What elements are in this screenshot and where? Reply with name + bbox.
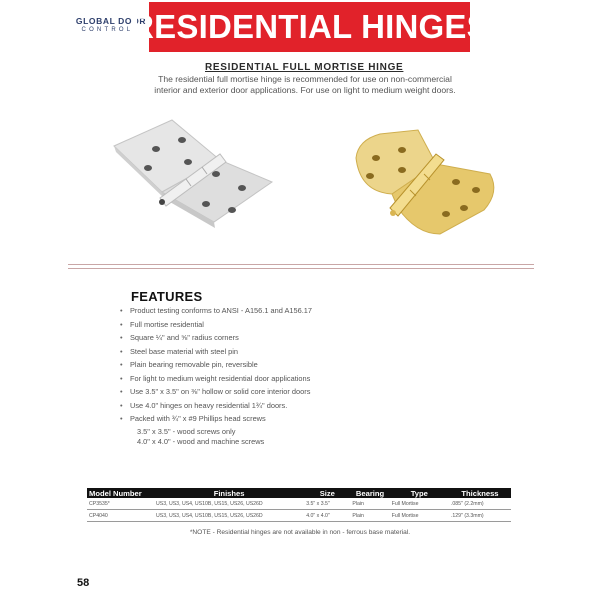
- feature-item: • Product testing conforms to ANSI - A156.1 and A156.17: [120, 304, 312, 318]
- footnote: *NOTE - Residential hinges are not available in non - ferrous base material.: [189, 529, 411, 536]
- feature-item: • Full mortise residential: [120, 318, 312, 332]
- table-row: [87, 510, 511, 522]
- table-cell: Full Mortise: [390, 510, 449, 522]
- screw-detail-item: 3.5" x 3.5" - wood screws only: [137, 427, 236, 436]
- column-header: Bearing: [350, 488, 389, 498]
- page-title: RESIDENTIAL HINGES: [130, 8, 489, 45]
- title-banner: [130, 2, 489, 52]
- column-header: Model Number: [87, 488, 154, 498]
- radius-hinge-image: [340, 128, 510, 243]
- specifications-table: [87, 488, 511, 522]
- table-cell: 4.0" x 4.0": [304, 510, 350, 522]
- screw-details: [137, 427, 264, 447]
- table-row: [87, 498, 511, 510]
- screw-detail-item: 4.0" x 4.0" - wood and machine screws: [137, 437, 265, 446]
- table-cell: CP4040: [87, 510, 154, 522]
- table-cell: US3, US3, US4, US10B, US15, US26, US26D: [154, 510, 304, 522]
- section-subtitle: RESIDENTIAL FULL MORTISE HINGE: [205, 62, 404, 73]
- column-header: Type: [390, 488, 449, 498]
- column-header: Finishes: [154, 488, 304, 498]
- divider-line-bottom: [68, 268, 534, 269]
- table-cell: US3, US3, US4, US10B, US15, US26, US26D: [154, 498, 304, 510]
- logo-brand-name: GLOBAL DOOR: [75, 16, 147, 26]
- table-header-row: [87, 488, 511, 498]
- feature-item: • Steel base material with steel pin: [120, 345, 312, 359]
- features-list: [120, 304, 312, 426]
- square-hinge-illustration: [102, 118, 282, 236]
- logo-tagline: CONTROLS: [81, 27, 141, 33]
- column-header: Size: [304, 488, 350, 498]
- table-cell: .129" (3.3mm): [449, 510, 511, 522]
- feature-item: • Use 4.0" hinges on heavy residential 1¾" doors.: [120, 399, 312, 413]
- square-hinge-image: [102, 118, 282, 241]
- table-cell: .085" (2.2mm): [449, 498, 511, 510]
- feature-item: • Plain bearing removable pin, reversible: [120, 358, 312, 372]
- feature-item: • Use 3.5" x 3.5" on ⅜" hollow or solid core interior doors: [120, 385, 312, 399]
- page-number: 58: [77, 577, 90, 589]
- divider-line-top: [68, 264, 534, 265]
- feature-item: • For light to medium weight residential door applications: [120, 372, 312, 386]
- section-description: The residential full mortise hinge is recommended for use on non-commercial interior and exterior door applications. For use on light to medium weight doors.: [154, 74, 456, 95]
- table-cell: 3.5" x 3.5": [304, 498, 350, 510]
- table-cell: CP3535*: [87, 498, 154, 510]
- features-heading: FEATURES: [131, 289, 203, 304]
- feature-item: • Square ¼" and ⅝" radius corners: [120, 331, 312, 345]
- table-cell: Plain: [350, 510, 389, 522]
- feature-item: • Packed with ¾" x #9 Phillips head screws: [120, 412, 312, 426]
- column-header: Thickness: [449, 488, 511, 498]
- table-cell: Plain: [350, 498, 389, 510]
- table-cell: Full Mortise: [390, 498, 449, 510]
- radius-hinge-illustration: [340, 128, 510, 238]
